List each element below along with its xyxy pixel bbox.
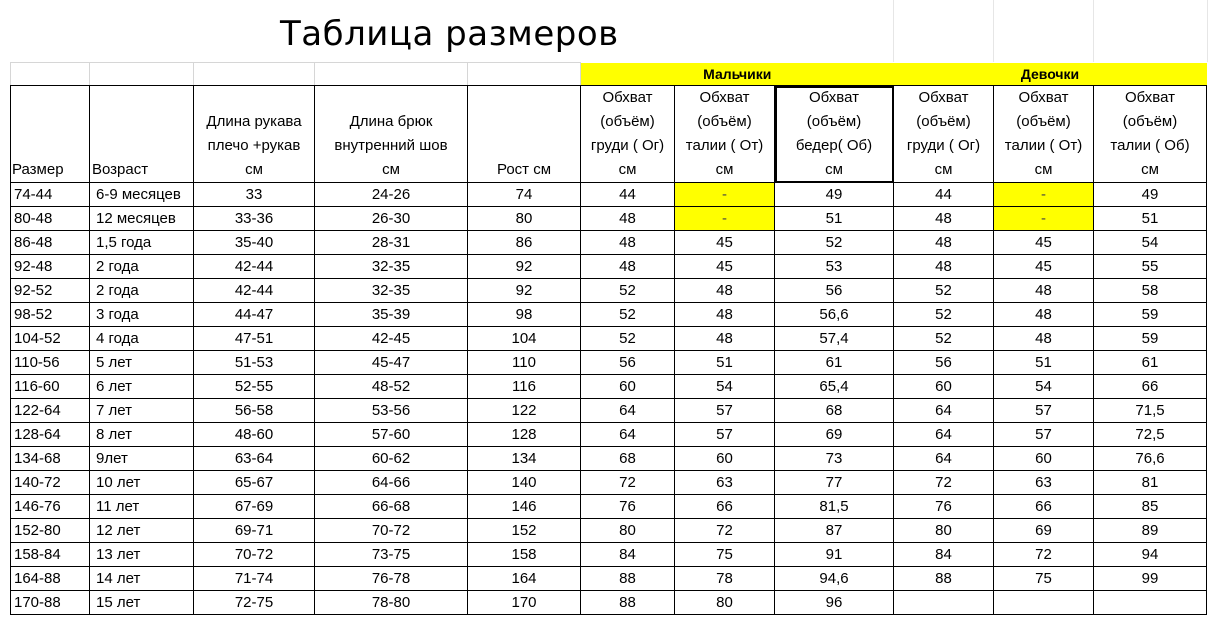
header-boys-chest[interactable]: Обхват (объём) груди ( Ог) см — [581, 86, 675, 183]
cell-girls-waist[interactable]: - — [994, 207, 1094, 231]
cell-age[interactable]: 3 года — [90, 303, 194, 327]
table-row — [11, 447, 1207, 471]
cell-boys-waist[interactable]: 57 — [675, 423, 775, 447]
cell-size[interactable]: 134-68 — [11, 447, 90, 471]
cell-girls-hips[interactable]: 81 — [1094, 471, 1207, 495]
cell-age[interactable]: 11 лет — [90, 495, 194, 519]
header-height[interactable]: Рост см — [468, 86, 581, 183]
cell-height[interactable]: 80 — [468, 207, 581, 231]
cell-sleeve[interactable]: 35-40 — [194, 231, 315, 255]
header-boys-waist[interactable]: Обхват (объём) талии ( От) см — [675, 86, 775, 183]
table-row — [11, 183, 1207, 207]
header-size[interactable]: Размер — [11, 86, 90, 183]
cell-girls-hips[interactable]: 94 — [1094, 543, 1207, 567]
cell-age[interactable]: 10 лет — [90, 471, 194, 495]
cell-girls-hips[interactable]: 76,6 — [1094, 447, 1207, 471]
cell-size[interactable]: 146-76 — [11, 495, 90, 519]
cell[interactable] — [315, 63, 468, 86]
cell-size[interactable]: 128-64 — [11, 423, 90, 447]
cell-boys-waist[interactable]: 75 — [675, 543, 775, 567]
cell-age[interactable]: 8 лет — [90, 423, 194, 447]
cell-boys-chest[interactable]: 48 — [581, 207, 675, 231]
cell-girls-hips[interactable]: 89 — [1094, 519, 1207, 543]
cell-trousers[interactable]: 60-62 — [315, 447, 468, 471]
cell-girls-waist[interactable]: 57 — [994, 423, 1094, 447]
cell-boys-hips[interactable]: 51 — [775, 207, 894, 231]
cell-girls-hips[interactable]: 66 — [1094, 375, 1207, 399]
cell-sleeve[interactable]: 69-71 — [194, 519, 315, 543]
cell-boys-chest[interactable]: 64 — [581, 399, 675, 423]
cell-boys-waist[interactable]: 72 — [675, 519, 775, 543]
cell-trousers[interactable]: 26-30 — [315, 207, 468, 231]
cell-sleeve[interactable]: 44-47 — [194, 303, 315, 327]
cell-girls-waist[interactable]: 45 — [994, 255, 1094, 279]
cell-sleeve[interactable]: 33 — [194, 183, 315, 207]
cell-girls-waist[interactable]: 63 — [994, 471, 1094, 495]
cell-boys-waist[interactable]: 51 — [675, 351, 775, 375]
table-row — [11, 255, 1207, 279]
table-row — [11, 399, 1207, 423]
cell-boys-chest[interactable]: 52 — [581, 303, 675, 327]
cell[interactable] — [194, 63, 315, 86]
cell-boys-hips[interactable]: 69 — [775, 423, 894, 447]
cell-sleeve[interactable]: 63-64 — [194, 447, 315, 471]
cell-girls-chest[interactable]: 64 — [894, 447, 994, 471]
cell-sleeve[interactable]: 72-75 — [194, 591, 315, 615]
cell-girls-waist[interactable]: 48 — [994, 303, 1094, 327]
cell-trousers[interactable]: 70-72 — [315, 519, 468, 543]
cell-size[interactable]: 86-48 — [11, 231, 90, 255]
cell-girls-chest[interactable]: 48 — [894, 207, 994, 231]
cell-trousers[interactable]: 32-35 — [315, 255, 468, 279]
cell-sleeve[interactable]: 51-53 — [194, 351, 315, 375]
cell-girls-chest[interactable]: 64 — [894, 399, 994, 423]
title-row — [0, 0, 1218, 62]
cell-height[interactable]: 122 — [468, 399, 581, 423]
cell-girls-hips[interactable]: 59 — [1094, 303, 1207, 327]
cell-girls-chest[interactable]: 72 — [894, 471, 994, 495]
cell-size[interactable]: 104-52 — [11, 327, 90, 351]
cell-boys-hips[interactable]: 94,6 — [775, 567, 894, 591]
cell-boys-waist[interactable]: 63 — [675, 471, 775, 495]
cell-sleeve[interactable]: 42-44 — [194, 279, 315, 303]
cell-trousers[interactable]: 45-47 — [315, 351, 468, 375]
cell-boys-chest[interactable]: 56 — [581, 351, 675, 375]
table-row — [11, 207, 1207, 231]
cell-girls-waist[interactable]: 69 — [994, 519, 1094, 543]
cell-height[interactable]: 104 — [468, 327, 581, 351]
cell-girls-hips[interactable] — [1094, 591, 1207, 615]
cell-girls-chest[interactable]: 60 — [894, 375, 994, 399]
gridline — [893, 0, 894, 62]
cell-height[interactable]: 170 — [468, 591, 581, 615]
cell-girls-waist[interactable]: 51 — [994, 351, 1094, 375]
cell-girls-waist[interactable]: 48 — [994, 327, 1094, 351]
cell-height[interactable]: 98 — [468, 303, 581, 327]
cell-sleeve[interactable]: 42-44 — [194, 255, 315, 279]
gridline — [1207, 0, 1208, 62]
cell-boys-waist[interactable]: 48 — [675, 327, 775, 351]
cell-boys-chest[interactable]: 52 — [581, 327, 675, 351]
cell-boys-waist[interactable]: 57 — [675, 399, 775, 423]
cell-girls-chest[interactable]: 48 — [894, 231, 994, 255]
cell-height[interactable]: 146 — [468, 495, 581, 519]
cell-age[interactable]: 6 лет — [90, 375, 194, 399]
cell-sleeve[interactable]: 56-58 — [194, 399, 315, 423]
cell-size[interactable]: 110-56 — [11, 351, 90, 375]
cell-height[interactable]: 164 — [468, 567, 581, 591]
cell-age[interactable]: 1,5 года — [90, 231, 194, 255]
cell-boys-chest[interactable]: 68 — [581, 447, 675, 471]
table-row — [11, 591, 1207, 615]
cell-girls-hips[interactable]: 49 — [1094, 183, 1207, 207]
cell-boys-hips[interactable]: 77 — [775, 471, 894, 495]
cell-boys-chest[interactable]: 76 — [581, 495, 675, 519]
cell-age[interactable]: 5 лет — [90, 351, 194, 375]
header-trousers[interactable]: Длина брюк внутренний шов см — [315, 86, 468, 183]
cell-sleeve[interactable]: 48-60 — [194, 423, 315, 447]
cell-boys-waist[interactable]: - — [675, 183, 775, 207]
cell-girls-waist[interactable]: 48 — [994, 279, 1094, 303]
cell-trousers[interactable]: 78-80 — [315, 591, 468, 615]
table-row — [11, 519, 1207, 543]
cell-age[interactable]: 9лет — [90, 447, 194, 471]
cell-girls-chest[interactable] — [894, 591, 994, 615]
cell-size[interactable]: 116-60 — [11, 375, 90, 399]
cell-girls-hips[interactable]: 58 — [1094, 279, 1207, 303]
cell-height[interactable]: 86 — [468, 231, 581, 255]
cell-girls-hips[interactable]: 99 — [1094, 567, 1207, 591]
cell-girls-hips[interactable]: 85 — [1094, 495, 1207, 519]
cell-girls-hips[interactable]: 59 — [1094, 327, 1207, 351]
cell-size[interactable]: 92-52 — [11, 279, 90, 303]
cell-boys-chest[interactable]: 84 — [581, 543, 675, 567]
cell-size[interactable]: 140-72 — [11, 471, 90, 495]
cell-height[interactable]: 134 — [468, 447, 581, 471]
table-row — [11, 231, 1207, 255]
cell-height[interactable]: 74 — [468, 183, 581, 207]
header-girls-chest[interactable]: Обхват (объём) груди ( Ог) см — [894, 86, 994, 183]
cell-sleeve[interactable]: 33-36 — [194, 207, 315, 231]
cell-girls-chest[interactable]: 80 — [894, 519, 994, 543]
cell-height[interactable]: 110 — [468, 351, 581, 375]
cell-age[interactable]: 14 лет — [90, 567, 194, 591]
table-row — [11, 279, 1207, 303]
cell-sleeve[interactable]: 70-72 — [194, 543, 315, 567]
table-row — [11, 423, 1207, 447]
cell-girls-hips[interactable]: 71,5 — [1094, 399, 1207, 423]
cell-girls-waist[interactable] — [994, 591, 1094, 615]
cell-height[interactable]: 152 — [468, 519, 581, 543]
cell-boys-waist[interactable]: 60 — [675, 447, 775, 471]
cell-height[interactable]: 158 — [468, 543, 581, 567]
cell-sleeve[interactable]: 71-74 — [194, 567, 315, 591]
cell-trousers[interactable]: 64-66 — [315, 471, 468, 495]
cell-girls-waist[interactable]: 54 — [994, 375, 1094, 399]
cell[interactable] — [468, 63, 581, 86]
cell-age[interactable]: 4 года — [90, 327, 194, 351]
table-row — [11, 327, 1207, 351]
cell-girls-chest[interactable]: 48 — [894, 255, 994, 279]
cell-size[interactable]: 80-48 — [11, 207, 90, 231]
cell-sleeve[interactable]: 47-51 — [194, 327, 315, 351]
cell-girls-chest[interactable]: 44 — [894, 183, 994, 207]
cell-age[interactable]: 7 лет — [90, 399, 194, 423]
cell-size[interactable]: 92-48 — [11, 255, 90, 279]
cell-trousers[interactable]: 73-75 — [315, 543, 468, 567]
cell-girls-chest[interactable]: 64 — [894, 423, 994, 447]
table-row — [11, 495, 1207, 519]
cell-age[interactable]: 6-9 месяцев — [90, 183, 194, 207]
cell-boys-hips[interactable]: 61 — [775, 351, 894, 375]
column-header-row — [11, 86, 1207, 183]
cell-boys-chest[interactable]: 88 — [581, 567, 675, 591]
table-row — [11, 351, 1207, 375]
cell-boys-hips[interactable]: 87 — [775, 519, 894, 543]
cell-boys-hips[interactable]: 81,5 — [775, 495, 894, 519]
group-header-row — [11, 63, 1207, 86]
cell-girls-hips[interactable]: 51 — [1094, 207, 1207, 231]
cell-trousers[interactable]: 42-45 — [315, 327, 468, 351]
header-girls-waist[interactable]: Обхват (объём) талии ( От) см — [994, 86, 1094, 183]
cell-girls-chest[interactable]: 84 — [894, 543, 994, 567]
cell-height[interactable]: 128 — [468, 423, 581, 447]
cell-trousers[interactable]: 53-56 — [315, 399, 468, 423]
cell-girls-chest[interactable]: 56 — [894, 351, 994, 375]
cell-trousers[interactable]: 35-39 — [315, 303, 468, 327]
cell-boys-waist[interactable]: 45 — [675, 255, 775, 279]
cell-boys-hips[interactable]: 73 — [775, 447, 894, 471]
cell-girls-hips[interactable]: 61 — [1094, 351, 1207, 375]
group-girls[interactable]: Девочки — [894, 63, 1207, 86]
cell-girls-hips[interactable]: 55 — [1094, 255, 1207, 279]
cell-boys-waist[interactable]: 78 — [675, 567, 775, 591]
size-table — [10, 62, 1207, 615]
cell-age[interactable]: 15 лет — [90, 591, 194, 615]
cell-boys-waist[interactable]: 48 — [675, 279, 775, 303]
cell-size[interactable]: 74-44 — [11, 183, 90, 207]
cell-boys-chest[interactable]: 48 — [581, 255, 675, 279]
cell-girls-chest[interactable]: 52 — [894, 303, 994, 327]
cell-boys-chest[interactable]: 88 — [581, 591, 675, 615]
cell-sleeve[interactable]: 52-55 — [194, 375, 315, 399]
cell-boys-hips[interactable]: 96 — [775, 591, 894, 615]
cell-trousers[interactable]: 28-31 — [315, 231, 468, 255]
table-row — [11, 375, 1207, 399]
cell-girls-waist[interactable]: 66 — [994, 495, 1094, 519]
cell-girls-chest[interactable]: 52 — [894, 279, 994, 303]
cell-girls-chest[interactable]: 88 — [894, 567, 994, 591]
cell-girls-waist[interactable]: 75 — [994, 567, 1094, 591]
cell-girls-waist[interactable]: 57 — [994, 399, 1094, 423]
cell-trousers[interactable]: 57-60 — [315, 423, 468, 447]
header-sleeve[interactable]: Длина рукава плечо +рукав см — [194, 86, 315, 183]
cell[interactable] — [90, 63, 194, 86]
cell-size[interactable]: 158-84 — [11, 543, 90, 567]
cell-size[interactable]: 122-64 — [11, 399, 90, 423]
cell-boys-waist[interactable]: 48 — [675, 303, 775, 327]
table-row — [11, 567, 1207, 591]
cell-boys-chest[interactable]: 64 — [581, 423, 675, 447]
cell-boys-chest[interactable]: 80 — [581, 519, 675, 543]
cell-boys-chest[interactable]: 52 — [581, 279, 675, 303]
cell-trousers[interactable]: 24-26 — [315, 183, 468, 207]
cell-size[interactable]: 164-88 — [11, 567, 90, 591]
cell-boys-hips[interactable]: 57,4 — [775, 327, 894, 351]
cell-age[interactable]: 2 года — [90, 255, 194, 279]
cell-boys-hips[interactable]: 52 — [775, 231, 894, 255]
cell-boys-hips[interactable]: 53 — [775, 255, 894, 279]
cell-height[interactable]: 92 — [468, 255, 581, 279]
cell-height[interactable]: 116 — [468, 375, 581, 399]
cell-height[interactable]: 140 — [468, 471, 581, 495]
cell-boys-hips[interactable]: 56 — [775, 279, 894, 303]
cell-trousers[interactable]: 48-52 — [315, 375, 468, 399]
cell-boys-waist[interactable]: - — [675, 207, 775, 231]
header-girls-hips[interactable]: Обхват (объём) талии ( Об) см — [1094, 86, 1207, 183]
cell-girls-hips[interactable]: 54 — [1094, 231, 1207, 255]
cell-trousers[interactable]: 32-35 — [315, 279, 468, 303]
cell-trousers[interactable]: 66-68 — [315, 495, 468, 519]
gridline — [993, 0, 994, 62]
cell-boys-hips[interactable]: 65,4 — [775, 375, 894, 399]
cell-age[interactable]: 12 лет — [90, 519, 194, 543]
table-row — [11, 543, 1207, 567]
cell-girls-chest[interactable]: 52 — [894, 327, 994, 351]
cell-girls-chest[interactable]: 76 — [894, 495, 994, 519]
table-row — [11, 303, 1207, 327]
cell-age[interactable]: 13 лет — [90, 543, 194, 567]
cell-size[interactable]: 152-80 — [11, 519, 90, 543]
cell-boys-hips[interactable]: 49 — [775, 183, 894, 207]
cell-trousers[interactable]: 76-78 — [315, 567, 468, 591]
cell-girls-waist[interactable]: 45 — [994, 231, 1094, 255]
cell-boys-hips[interactable]: 56,6 — [775, 303, 894, 327]
cell-boys-chest[interactable]: 72 — [581, 471, 675, 495]
cell-boys-waist[interactable]: 80 — [675, 591, 775, 615]
cell-boys-chest[interactable]: 44 — [581, 183, 675, 207]
cell-girls-waist[interactable]: - — [994, 183, 1094, 207]
group-boys[interactable]: Мальчики — [581, 63, 894, 86]
cell-girls-waist[interactable]: 60 — [994, 447, 1094, 471]
page-title: Таблица размеров — [280, 14, 619, 54]
cell-sleeve[interactable]: 65-67 — [194, 471, 315, 495]
cell-girls-waist[interactable]: 72 — [994, 543, 1094, 567]
cell-boys-chest[interactable]: 48 — [581, 231, 675, 255]
cell[interactable] — [11, 63, 90, 86]
cell-boys-hips[interactable]: 91 — [775, 543, 894, 567]
header-boys-hips[interactable]: Обхват (объём) бедер( Об) см — [775, 86, 894, 183]
cell-boys-waist[interactable]: 54 — [675, 375, 775, 399]
cell-size[interactable]: 170-88 — [11, 591, 90, 615]
cell-girls-hips[interactable]: 72,5 — [1094, 423, 1207, 447]
cell-height[interactable]: 92 — [468, 279, 581, 303]
cell-age[interactable]: 2 года — [90, 279, 194, 303]
header-age[interactable]: Возраст — [90, 86, 194, 183]
cell-boys-waist[interactable]: 66 — [675, 495, 775, 519]
cell-boys-waist[interactable]: 45 — [675, 231, 775, 255]
cell-age[interactable]: 12 месяцев — [90, 207, 194, 231]
cell-boys-chest[interactable]: 60 — [581, 375, 675, 399]
cell-boys-hips[interactable]: 68 — [775, 399, 894, 423]
gridline — [1093, 0, 1094, 62]
table-row — [11, 471, 1207, 495]
cell-size[interactable]: 98-52 — [11, 303, 90, 327]
cell-sleeve[interactable]: 67-69 — [194, 495, 315, 519]
